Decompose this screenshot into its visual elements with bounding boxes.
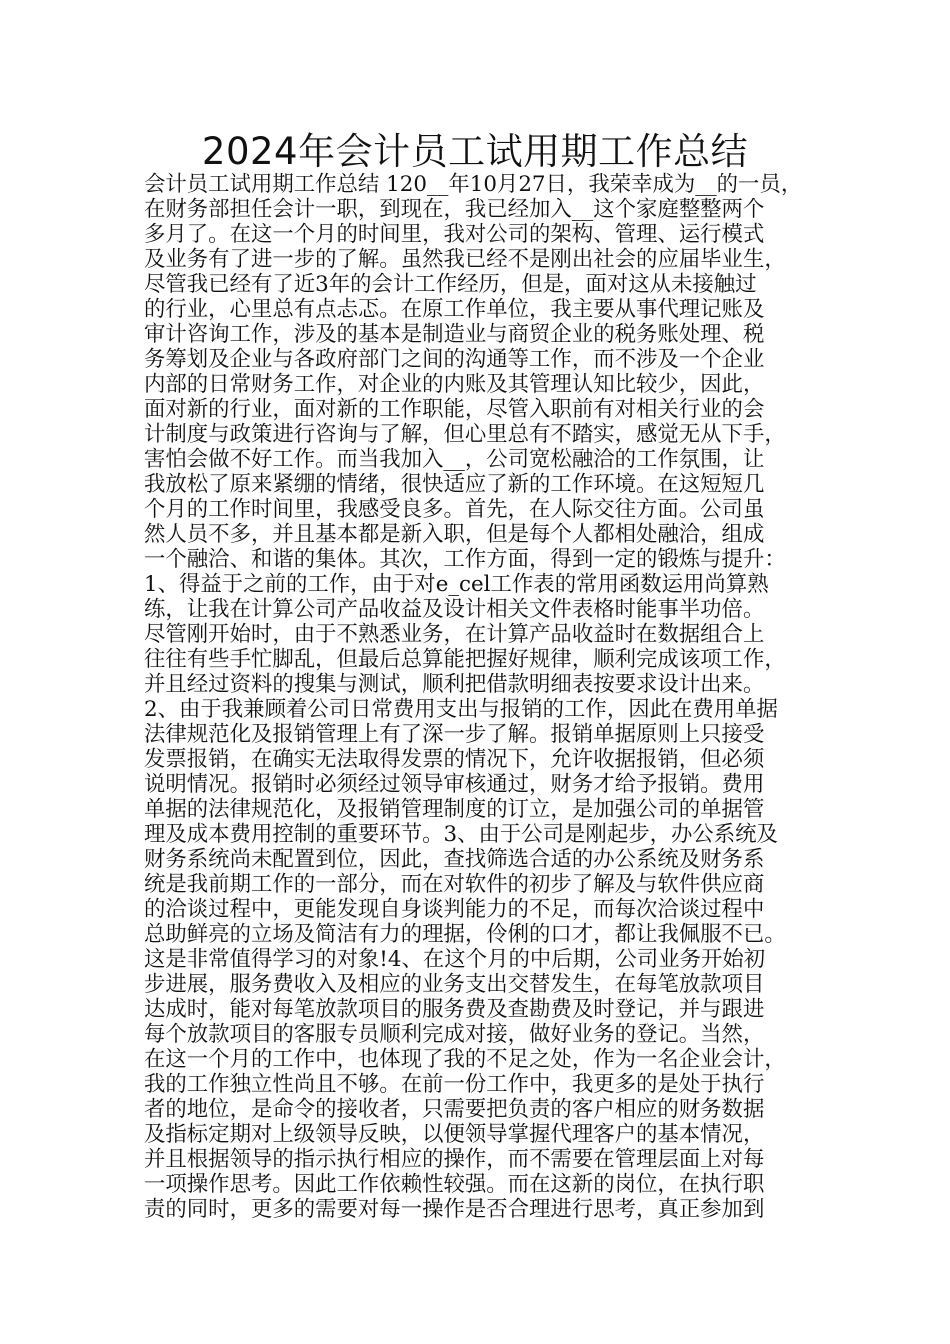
body-line: 的洽谈过程中，更能发现自身谈判能力的不足，而每次洽谈过程中 [144,897,765,922]
body-line: 会计员工试用期工作总结 120__年10月27日，我荣幸成为__的一员， [144,172,803,197]
body-line: 及业务有了进一步的了解。虽然我已经不是刚出社会的应届毕业生， [144,247,786,272]
body-line: 练，让我在计算公司产品收益及设计相关文件表格时能事半功倍。 [144,597,765,622]
body-line: 法律规范化及报销管理上有了深一步了解。报销单据原则上只接受 [144,722,765,747]
body-line: 1、得益于之前的工作，由于对e_cel工作表的常用函数运用尚算熟 [144,572,769,597]
body-line: 往往有些手忙脚乱，但最后总算能把握好规律，顺利完成该项工作， [144,647,786,672]
body-line: 多月了。在这一个月的时间里，我对公司的架构、管理、运行模式 [144,222,765,247]
body-line: 并且根据领导的指示执行相应的操作，而不需要在管理层面上对每 [144,1147,765,1172]
body-line: 在这一个月的工作中，也体现了我的不足之处，作为一名企业会计， [144,1047,786,1072]
body-line: 发票报销，在确实无法取得发票的情况下，允许收据报销，但必须 [144,747,765,772]
body-line: 每个放款项目的客服专员顺利完成对接，做好业务的登记。当然， [144,1022,765,1047]
body-line: 在财务部担任会计一职，到现在，我已经加入__这个家庭整整两个 [144,197,765,222]
body-line: 财务系统尚未配置到位，因此，查找筛选合适的办公系统及财务系 [144,847,765,872]
body-line: 及指标定期对上级领导反映，以便领导掌握代理客户的基本情况， [144,1122,765,1147]
body-line: 审计咨询工作，涉及的基本是制造业与商贸企业的税务账处理、税 [144,322,765,347]
body-line: 面对新的行业，面对新的工作职能，尽管入职前有对相关行业的会 [144,397,765,422]
body-line: 内部的日常财务工作，对企业的内账及其管理认知比较少，因此， [144,372,765,397]
body-line: 达成时，能对每笔放款项目的服务费及查勘费及时登记，并与跟进 [144,997,765,1022]
body-line: 这是非常值得学习的对象!4、在这个月的中后期，公司业务开始初 [144,947,766,972]
body-line: 我放松了原来紧绷的情绪，很快适应了新的工作环境。在这短短几 [144,472,765,497]
body-line: 然人员不多，并且基本都是新入职，但是每个人都相处融洽，组成 [144,522,765,547]
body-line: 步进展，服务费收入及相应的业务支出交替发生，在每笔放款项目 [144,972,765,997]
body-line: 总助鲜亮的立场及简洁有力的理据，伶俐的口才，都让我佩服不已。 [144,922,786,947]
body-line: 2、由于我兼顾着公司日常费用支出与报销的工作，因此在费用单据 [144,697,778,722]
body-line: 单据的法律规范化，及报销管理制度的订立，是加强公司的单据管 [144,797,765,822]
body-line: 者的地位，是命令的接收者，只需要把负责的客户相应的财务数据 [144,1097,765,1122]
body-line: 统是我前期工作的一部分，而在对软件的初步了解及与软件供应商 [144,872,765,897]
body-line: 计制度与政策进行咨询与了解，但心里总有不踏实，感觉无从下手， [144,422,786,447]
body-line: 一项操作思考。因此工作依赖性较强。而在这新的岗位，在执行职 [144,1172,765,1197]
body-line: 并且经过资料的搜集与测试，顺利把借款明细表按要求设计出来。 [144,672,765,697]
document-body [144,172,824,1222]
body-line: 说明情况。报销时必须经过领导审核通过，财务才给予报销。费用 [144,772,765,797]
body-line: 的行业，心里总有点忐忑。在原工作单位，我主要从事代理记账及 [144,297,765,322]
body-line: 个月的工作时间里，我感受良多。首先，在人际交往方面。公司虽 [144,497,765,522]
body-line: 尽管刚开始时，由于不熟悉业务，在计算产品收益时在数据组合上 [144,622,765,647]
document-title: 2024年会计员工试用期工作总结 [201,130,749,173]
body-line: 尽管我已经有了近3年的会计工作经历，但是，面对这从未接触过 [144,272,757,297]
body-line: 责的同时，更多的需要对每一操作是否合理进行思考，真正参加到 [144,1197,765,1222]
body-line: 一个融洽、和谐的集体。其次，工作方面，得到一定的锻炼与提升： [144,547,786,572]
body-line: 害怕会做不好工作。而当我加入__，公司宽松融洽的工作氛围，让 [144,447,765,472]
body-line: 务筹划及企业与各政府部门之间的沟通等工作，而不涉及一个企业 [144,347,765,372]
body-line: 理及成本费用控制的重要环节。3、由于公司是刚起步，办公系统及 [144,822,778,847]
body-line: 我的工作独立性尚且不够。在前一份工作中，我更多的是处于执行 [144,1072,765,1097]
